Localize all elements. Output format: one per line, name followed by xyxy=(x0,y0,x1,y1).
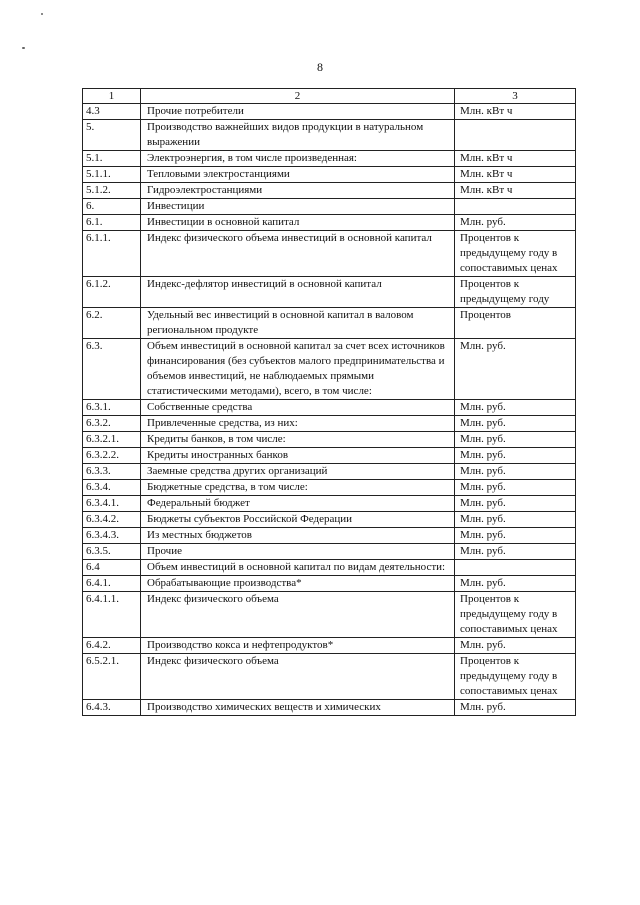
row-number: 6.4 xyxy=(83,560,141,576)
table-row xyxy=(83,167,576,183)
unit-of-measure: Процентов xyxy=(455,308,576,339)
table-row xyxy=(83,496,576,512)
unit-of-measure: Млн. кВт ч xyxy=(455,151,576,167)
indicator-name: Заемные средства других организаций xyxy=(141,464,455,480)
column-header: 2 xyxy=(141,89,455,104)
table-row xyxy=(83,576,576,592)
unit-of-measure: Млн. кВт ч xyxy=(455,183,576,199)
unit-of-measure: Млн. руб. xyxy=(455,432,576,448)
table-row xyxy=(83,416,576,432)
indicator-name: Бюджетные средства, в том числе: xyxy=(141,480,455,496)
unit-of-measure: Млн. руб. xyxy=(455,496,576,512)
table-row xyxy=(83,464,576,480)
row-number: 5.1.1. xyxy=(83,167,141,183)
unit-of-measure: Млн. руб. xyxy=(455,480,576,496)
indicator-name: Индекс физического объема инвестиций в основной капитал xyxy=(141,231,455,277)
row-number: 6.3.1. xyxy=(83,400,141,416)
indicator-name: Электроэнергия, в том числе произведенная: xyxy=(141,151,455,167)
table-row xyxy=(83,544,576,560)
table-row xyxy=(83,560,576,576)
row-number: 6.2. xyxy=(83,308,141,339)
unit-of-measure: Млн. кВт ч xyxy=(455,167,576,183)
unit-of-measure: Млн. руб. xyxy=(455,400,576,416)
table-row xyxy=(83,199,576,215)
table-row xyxy=(83,183,576,199)
table-row xyxy=(83,654,576,700)
table-row xyxy=(83,638,576,654)
column-header: 3 xyxy=(455,89,576,104)
indicator-name: Инвестиции в основной капитал xyxy=(141,215,455,231)
row-number: 6.1. xyxy=(83,215,141,231)
indicator-name: Гидроэлектростанциями xyxy=(141,183,455,199)
scan-speck xyxy=(22,47,25,49)
unit-of-measure xyxy=(455,560,576,576)
row-number: 6.1.2. xyxy=(83,277,141,308)
indicator-name: Из местных бюджетов xyxy=(141,528,455,544)
table-row xyxy=(83,120,576,151)
unit-of-measure: Процентов к предыдущему году в сопоставимых ценах xyxy=(455,231,576,277)
table-row xyxy=(83,231,576,277)
unit-of-measure: Млн. руб. xyxy=(455,576,576,592)
table-row xyxy=(83,448,576,464)
indicator-name: Удельный вес инвестиций в основной капитал в валовом региональном продукте xyxy=(141,308,455,339)
table-row xyxy=(83,215,576,231)
row-number: 5. xyxy=(83,120,141,151)
scan-speck xyxy=(41,13,43,15)
row-number: 6.3.4.1. xyxy=(83,496,141,512)
indicator-name: Индекс физического объема xyxy=(141,654,455,700)
row-number: 6.3.2.1. xyxy=(83,432,141,448)
row-number: 6.4.3. xyxy=(83,700,141,716)
table-row xyxy=(83,432,576,448)
indicators-table xyxy=(82,88,576,716)
table-row xyxy=(83,400,576,416)
page-number: 8 xyxy=(317,60,323,74)
row-number: 6.3.4.3. xyxy=(83,528,141,544)
header-row xyxy=(83,89,576,104)
indicator-name: Собственные средства xyxy=(141,400,455,416)
table-row xyxy=(83,277,576,308)
table-row xyxy=(83,151,576,167)
unit-of-measure: Млн. руб. xyxy=(455,528,576,544)
indicator-name: Производство кокса и нефтепродуктов* xyxy=(141,638,455,654)
table-row xyxy=(83,480,576,496)
unit-of-measure: Процентов к предыдущему году в сопоставимых ценах xyxy=(455,654,576,700)
row-number: 6.3.2. xyxy=(83,416,141,432)
unit-of-measure: Млн. руб. xyxy=(455,448,576,464)
unit-of-measure xyxy=(455,199,576,215)
unit-of-measure: Млн. руб. xyxy=(455,215,576,231)
row-number: 6.1.1. xyxy=(83,231,141,277)
indicator-name: Бюджеты субъектов Российской Федерации xyxy=(141,512,455,528)
row-number: 6.3.2.2. xyxy=(83,448,141,464)
indicator-name: Кредиты иностранных банков xyxy=(141,448,455,464)
row-number: 6.5.2.1. xyxy=(83,654,141,700)
row-number: 6.4.2. xyxy=(83,638,141,654)
row-number: 6.4.1. xyxy=(83,576,141,592)
row-number: 5.1. xyxy=(83,151,141,167)
row-number: 6.4.1.1. xyxy=(83,592,141,638)
indicator-name: Тепловыми электростанциями xyxy=(141,167,455,183)
indicator-name: Федеральный бюджет xyxy=(141,496,455,512)
row-number: 6.3.4. xyxy=(83,480,141,496)
indicator-name: Производство химических веществ и химических xyxy=(141,700,455,716)
indicator-name: Индекс физического объема xyxy=(141,592,455,638)
unit-of-measure: Млн. кВт ч xyxy=(455,104,576,120)
unit-of-measure: Млн. руб. xyxy=(455,339,576,400)
unit-of-measure: Млн. руб. xyxy=(455,512,576,528)
indicator-name: Индекс-дефлятор инвестиций в основной капитал xyxy=(141,277,455,308)
table-row xyxy=(83,592,576,638)
table-row xyxy=(83,308,576,339)
table-row xyxy=(83,339,576,400)
unit-of-measure: Млн. руб. xyxy=(455,544,576,560)
indicator-name: Прочие xyxy=(141,544,455,560)
indicator-name: Объем инвестиций в основной капитал за счет всех источников финансирования (без субъектов малого предпринимательства и объемов инвестиций, не наблюдаемых прямыми статистическими методами), всего, в том числе: xyxy=(141,339,455,400)
row-number: 4.3 xyxy=(83,104,141,120)
row-number: 6.3.4.2. xyxy=(83,512,141,528)
indicator-name: Прочие потребители xyxy=(141,104,455,120)
unit-of-measure: Млн. руб. xyxy=(455,416,576,432)
indicator-name: Обрабатывающие производства* xyxy=(141,576,455,592)
unit-of-measure: Млн. руб. xyxy=(455,464,576,480)
table-row xyxy=(83,512,576,528)
row-number: 5.1.2. xyxy=(83,183,141,199)
table-row xyxy=(83,104,576,120)
indicator-name: Производство важнейших видов продукции в натуральном выражении xyxy=(141,120,455,151)
unit-of-measure: Млн. руб. xyxy=(455,700,576,716)
unit-of-measure: Процентов к предыдущему году xyxy=(455,277,576,308)
indicator-name: Инвестиции xyxy=(141,199,455,215)
row-number: 6. xyxy=(83,199,141,215)
indicator-name: Привлеченные средства, из них: xyxy=(141,416,455,432)
table-row xyxy=(83,528,576,544)
unit-of-measure: Млн. руб. xyxy=(455,638,576,654)
table-row xyxy=(83,700,576,716)
unit-of-measure xyxy=(455,120,576,151)
column-header: 1 xyxy=(83,89,141,104)
row-number: 6.3.3. xyxy=(83,464,141,480)
indicator-name: Кредиты банков, в том числе: xyxy=(141,432,455,448)
indicator-name: Объем инвестиций в основной капитал по видам деятельности: xyxy=(141,560,455,576)
row-number: 6.3. xyxy=(83,339,141,400)
row-number: 6.3.5. xyxy=(83,544,141,560)
unit-of-measure: Процентов к предыдущему году в сопоставимых ценах xyxy=(455,592,576,638)
